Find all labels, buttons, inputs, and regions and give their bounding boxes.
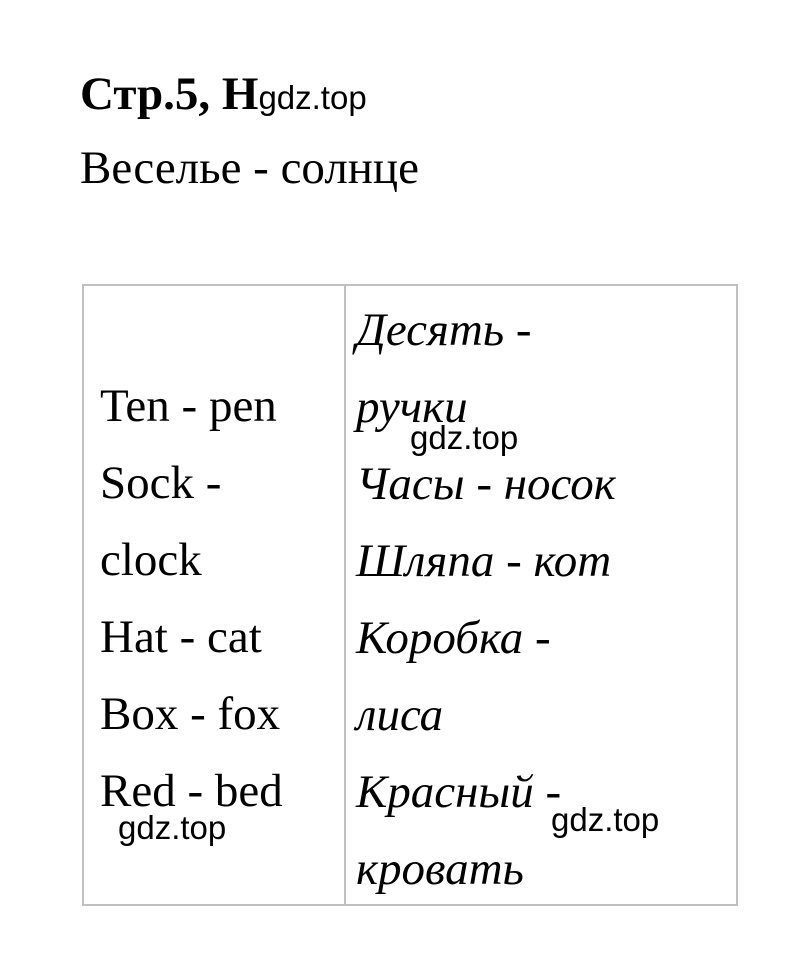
english-line: Ten - pen [100,380,277,432]
russian-line: Часы - носок [356,458,616,510]
russian-line: Красный - [356,766,562,818]
english-line: Hat - cat [100,611,262,663]
russian-line: лиса [356,689,444,741]
page-title [80,64,367,128]
english-line: clock [100,534,202,586]
russian-line: Шляпа - кот [356,535,612,587]
english-column [100,368,340,830]
watermark: gdz.top [410,419,519,456]
watermark: gdz.top [118,809,227,846]
russian-line: Десять - [356,304,532,356]
russian-column [356,292,736,908]
watermark: gdz.top [551,801,660,838]
english-line: Red - bed [100,765,283,817]
russian-line: Коробка - [356,612,551,664]
english-line: Sock - [100,457,222,509]
subtitle: Веселье - солнце [80,142,419,194]
column-divider [344,286,346,904]
title-watermark: gdz.top [258,79,367,116]
russian-line: кровать [356,843,524,895]
page-title-text: Стр.5, Н [80,68,259,120]
russian-line: ручки [356,381,468,433]
english-line: Box - fox [100,688,281,740]
